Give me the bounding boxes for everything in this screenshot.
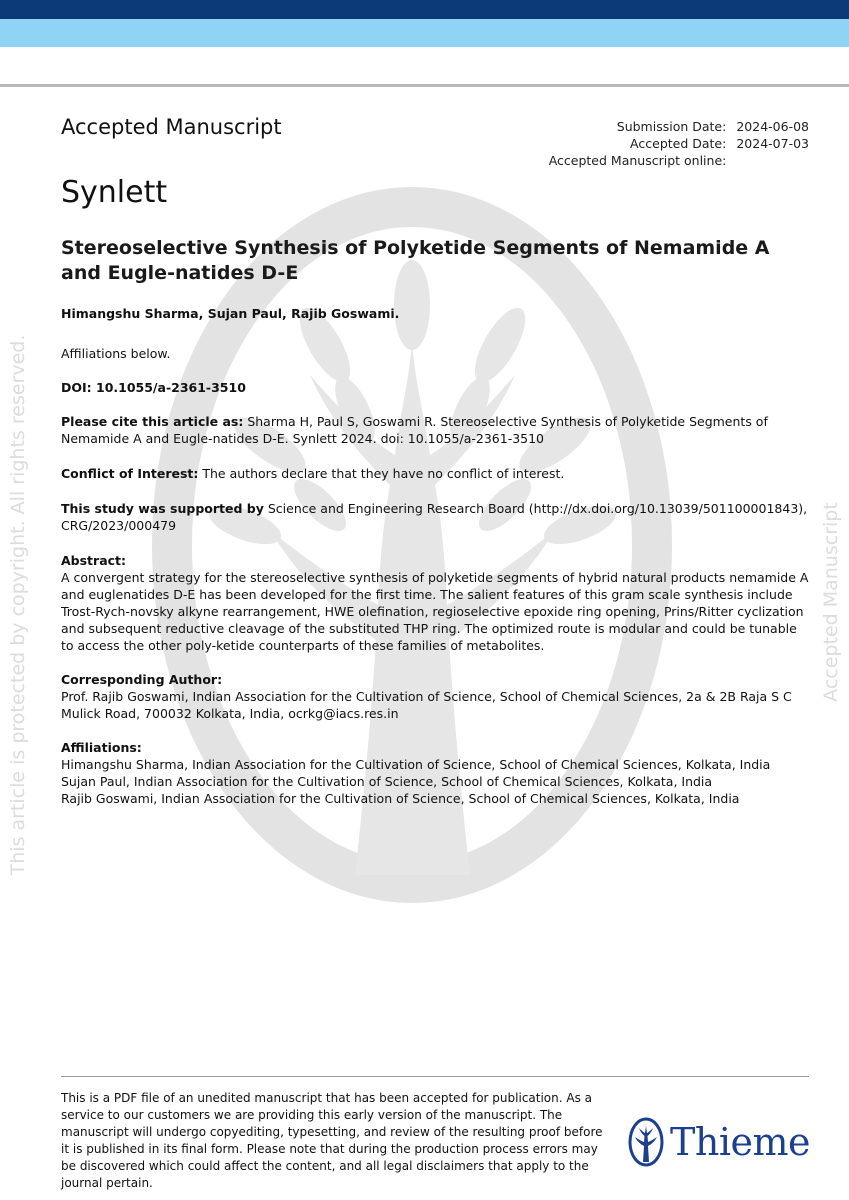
support-label: This study was supported by: [61, 501, 264, 516]
abstract-text: A convergent strategy for the stereoselective synthesis of polyketide segments of hybrid natural products nemamide A and euglenatides D-E has been developed for the first time. The salient features of this gram scale synthesis include Trost-Rych-novsky alkyne rearrangement, HWE olefination, regioselective epoxide ring opening, Prins/Ritter cyclization and subsequent reductive cleavage of the substituted THP ring. The optimized route is modular and could be tunable to access the other poly-ketide counterparts of these families of metabolites.: [61, 570, 809, 653]
conflict-text: The authors declare that they have no conflict of interest.: [202, 466, 565, 481]
online-date-row: Accepted Manuscript online:: [548, 153, 727, 168]
corresponding-text: Prof. Rajib Goswami, Indian Association for the Cultivation of Science, School of Chemical Sciences, 2a & 2B Raja S C Mulick Road, 700032 Kolkata, India, ocrkg@iacs.res.in: [61, 689, 792, 721]
conflict-label: Conflict of Interest:: [61, 466, 199, 481]
thieme-logo-text[interactable]: Thieme: [670, 1120, 810, 1164]
authors: Himangshu Sharma, Sujan Paul, Rajib Goswami.: [61, 306, 400, 321]
affiliations-label: Affiliations:: [61, 740, 142, 755]
header-band-dark: [0, 0, 849, 19]
affiliation-item: Himangshu Sharma, Indian Association for the Cultivation of Science, School of Chemical Sciences, Kolkata, India: [61, 757, 771, 772]
support-text: Science and Engineering Research Board (http://dx.doi.org/10.13039/501100001843), CRG/2023/000479: [61, 501, 808, 533]
support-block: [61, 500, 811, 534]
header-rule: [0, 84, 849, 87]
footer-divider: [61, 1076, 809, 1077]
accepted-manuscript-label: Accepted Manuscript: [61, 115, 282, 139]
cite-label: Please cite this article as:: [61, 414, 244, 429]
cite-text: Sharma H, Paul S, Goswami R. Stereoselective Synthesis of Polyketide Segments of Nemamide A and Eugle-natides D-E. Synlett 2024. doi: 10.1055/a-2361-3510: [61, 414, 768, 446]
abstract-label: Abstract:: [61, 553, 127, 568]
doi[interactable]: DOI: 10.1055/a-2361-3510: [61, 380, 246, 395]
header-band-light: [0, 19, 849, 47]
submission-date-row: Submission Date: 2024-06-08: [616, 119, 809, 134]
conflict-block: [61, 465, 811, 482]
accepted-manuscript-side-text: Accepted Manuscript: [820, 502, 842, 702]
accepted-date-row: Accepted Date: 2024-07-03: [630, 136, 809, 151]
footer-disclaimer: This is a PDF file of an unedited manuscript that has been accepted for publication. As a service to our customers we are providing this early version of the manuscript. The manuscript will undergo copyediting, typesetting, and review of the resulting proof before it is published in its final form. Please note that during the production process errors may be discovered which could affect the content, and all legal disclaimers that apply to the journal pertain.: [61, 1091, 603, 1190]
copyright-side-text: This article is protected by copyright. All rights reserved.: [7, 334, 29, 876]
dates-block: [549, 118, 809, 169]
affiliation-item: Sujan Paul, Indian Association for the Cultivation of Science, School of Chemical Sciences, Kolkata, India: [61, 774, 713, 789]
article-title: Stereoselective Synthesis of Polyketide Segments of Nemamide A and Eugle-natides D-E: [61, 237, 770, 284]
journal-name: Synlett: [61, 175, 168, 210]
corresponding-label: Corresponding Author:: [61, 672, 223, 687]
affiliation-item: Rajib Goswami, Indian Association for the Cultivation of Science, School of Chemical Sciences, Kolkata, India: [61, 791, 740, 806]
cite-block: [61, 413, 811, 447]
thieme-tree-icon: [627, 1116, 665, 1168]
article-details: [61, 305, 811, 807]
affiliations-note: Affiliations below.: [61, 346, 171, 361]
